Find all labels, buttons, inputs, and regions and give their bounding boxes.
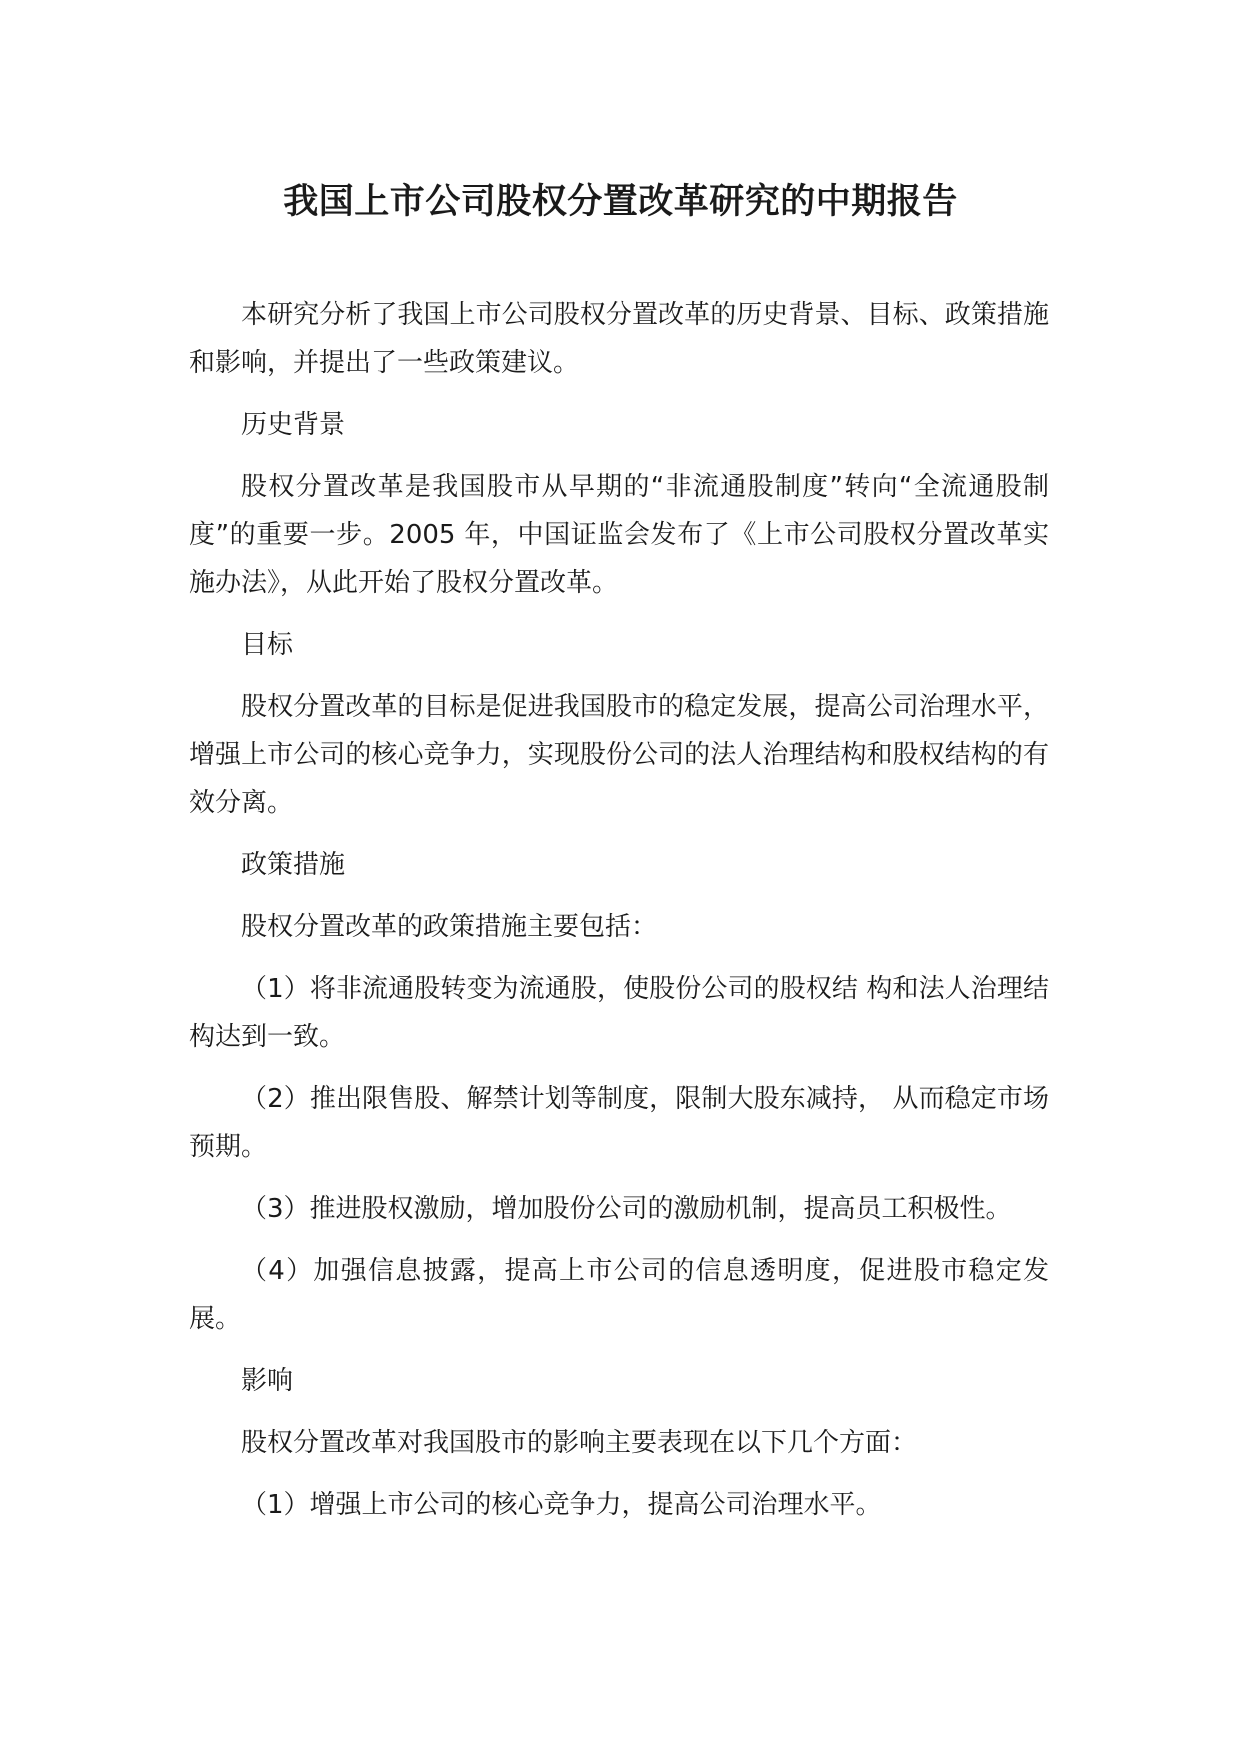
policy-measure-item: （1）将非流通股转变为流通股，使股份公司的股权结 构和法人治理结构达到一致。: [189, 974, 1049, 1052]
document-title: 我国上市公司股权分置改革研究的中期报告: [283, 182, 958, 222]
policy-measure-item: （4）加强信息披露，提高上市公司的信息透明度，促进股市稳定发展。: [189, 1256, 1049, 1334]
goals-paragraph: 股权分置改革的目标是促进我国股市的稳定发展，提高公司治理水平，增强上市公司的核心竞争力，实现股份公司的法人治理结构和股权结构的有效分离。: [189, 692, 1049, 818]
intro-paragraph: 本研究分析了我国上市公司股权分置改革的历史背景、目标、政策措施和影响，并提出了一些政策建议。: [189, 300, 1049, 378]
impact-item: （1）增强上市公司的核心竞争力，提高公司治理水平。: [241, 1490, 882, 1520]
section-heading-impact: 影响: [241, 1366, 294, 1396]
impact-intro: 股权分置改革对我国股市的影响主要表现在以下几个方面：: [241, 1428, 918, 1458]
policy-measure-item: （2）推出限售股、解禁计划等制度，限制大股东减持， 从而稳定市场预期。: [189, 1084, 1049, 1162]
policy-measure-item: （3）推进股权激励，增加股份公司的激励机制，提高员工积极性。: [241, 1194, 1012, 1224]
section-heading-goals: 目标: [241, 630, 294, 660]
section-heading-background: 历史背景: [241, 410, 346, 440]
background-paragraph: 股权分置改革是我国股市从早期的“非流通股制度”转向“全流通股制度”的重要一步。2005 年，中国证监会发布了《上市公司股权分置改革实施办法》，从此开始了股权分置改革。: [189, 472, 1049, 598]
document-body: [189, 291, 1049, 1543]
policy-measures-intro: 股权分置改革的政策措施主要包括：: [241, 912, 658, 942]
section-heading-policy-measures: 政策措施: [241, 850, 346, 880]
